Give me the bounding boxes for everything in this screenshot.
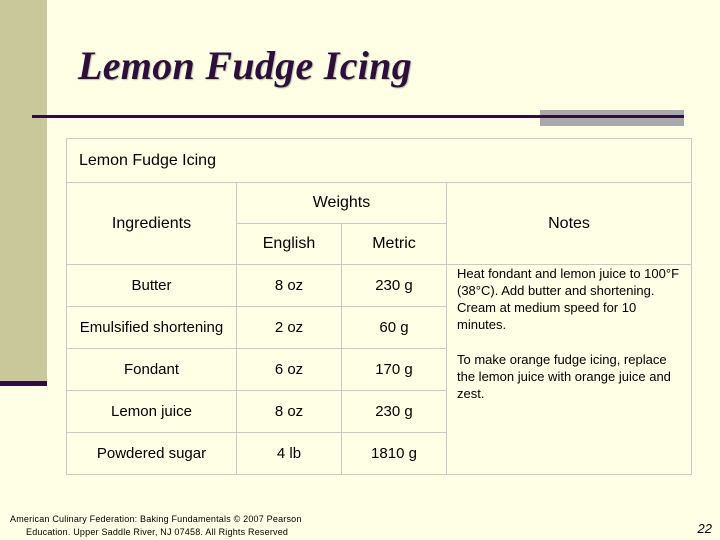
metric-cell: 230 g	[342, 391, 447, 433]
ingredient-cell: Lemon juice	[67, 391, 237, 433]
footer-line: Education. Upper Saddle River, NJ 07458. All Rights Reserved	[26, 527, 289, 537]
note-text: Heat fondant and lemon juice to 100°F (38°C). Add butter and shortening. Cream at medium speed for 10 minutes.	[457, 266, 680, 332]
english-cell: 8 oz	[237, 391, 342, 433]
header-ingredients: Ingredients	[67, 183, 237, 265]
page-number: 22	[697, 521, 712, 536]
english-cell: 8 oz	[237, 265, 342, 307]
header-metric: Metric	[342, 224, 447, 265]
ingredient-cell: Emulsified shortening	[67, 307, 237, 349]
notes-cell	[447, 265, 692, 475]
left-accent-band	[0, 0, 47, 383]
recipe-table	[66, 138, 692, 475]
header-weights: Weights	[237, 183, 447, 224]
metric-cell: 170 g	[342, 349, 447, 391]
metric-cell: 60 g	[342, 307, 447, 349]
table-caption: Lemon Fudge Icing	[67, 139, 692, 183]
ingredient-cell: Butter	[67, 265, 237, 307]
footer-line: American Culinary Federation: Baking Fundamentals © 2007 Pearson	[10, 514, 302, 524]
header-english: English	[237, 224, 342, 265]
title-rule-overlay	[540, 115, 684, 118]
slide-title: Lemon Fudge Icing	[78, 43, 413, 88]
english-cell: 4 lb	[237, 433, 342, 475]
left-accent-base	[0, 381, 47, 386]
copyright-footer	[10, 513, 302, 539]
title-rule-block	[540, 110, 684, 126]
metric-cell: 1810 g	[342, 433, 447, 475]
english-cell: 6 oz	[237, 349, 342, 391]
metric-cell: 230 g	[342, 265, 447, 307]
note-text: To make orange fudge icing, replace the lemon juice with orange juice and zest.	[457, 352, 671, 401]
ingredient-cell: Fondant	[67, 349, 237, 391]
ingredient-cell: Powdered sugar	[67, 433, 237, 475]
table-row	[67, 265, 692, 307]
header-notes: Notes	[447, 183, 692, 265]
english-cell: 2 oz	[237, 307, 342, 349]
